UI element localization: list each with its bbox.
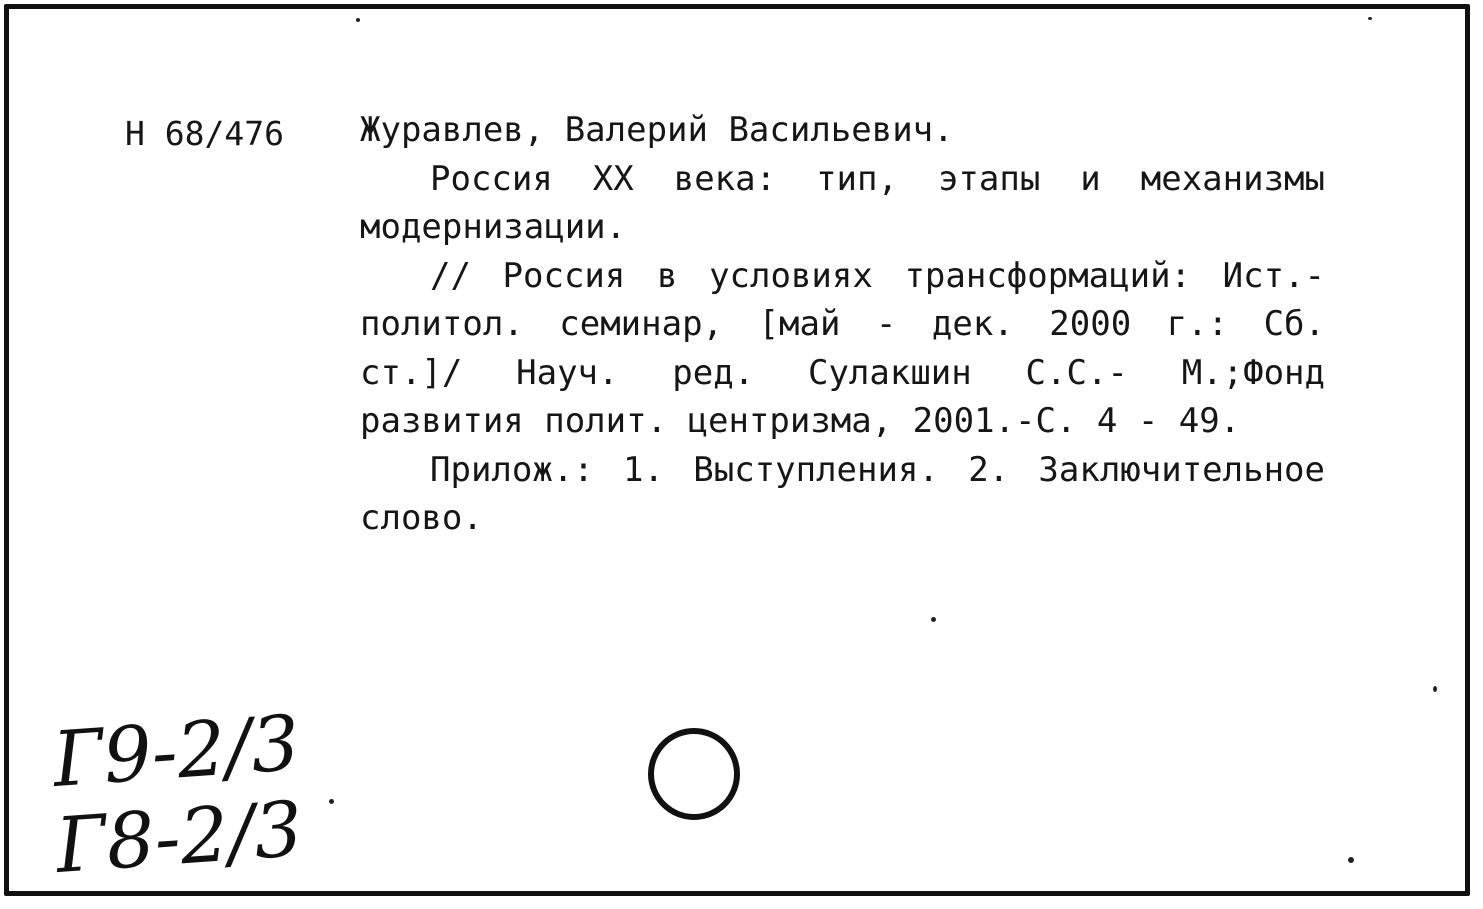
source-line: ст.]/ Науч. ред. Сулакшин С.С.- М.;Фонд [360,352,1325,393]
bibliographic-entry [360,106,1325,543]
source-line: политол. семинар, [май - дек. 2000 г.: Сб. [360,304,1325,344]
speck [356,18,360,22]
title-line: модернизации. [360,207,627,247]
title-line: Россия ХХ века: тип, этапы и механизмы [430,158,1325,199]
speck [1433,686,1437,692]
speck [1348,857,1354,863]
source-line: // Россия в условиях трансформаций: Ист.- [430,255,1325,296]
handwritten-code-2: Г8-2/3 [53,783,306,890]
shelfmark: Н 68/476 [125,114,284,153]
punch-hole [648,728,740,820]
speck [329,799,334,804]
note-line: Прилож.: 1. Выступления. 2. Заключительное [430,449,1325,490]
speck [931,617,936,622]
handwritten-code-1: Г9-2/3 [50,697,303,804]
source-line: развития полит. центризма, 2001.-С. 4 - 49. [360,401,1241,441]
note-line: слово. [360,498,483,538]
speck [1368,17,1372,20]
author-heading: Журавлев, Валерий Васильевич. [360,110,954,150]
